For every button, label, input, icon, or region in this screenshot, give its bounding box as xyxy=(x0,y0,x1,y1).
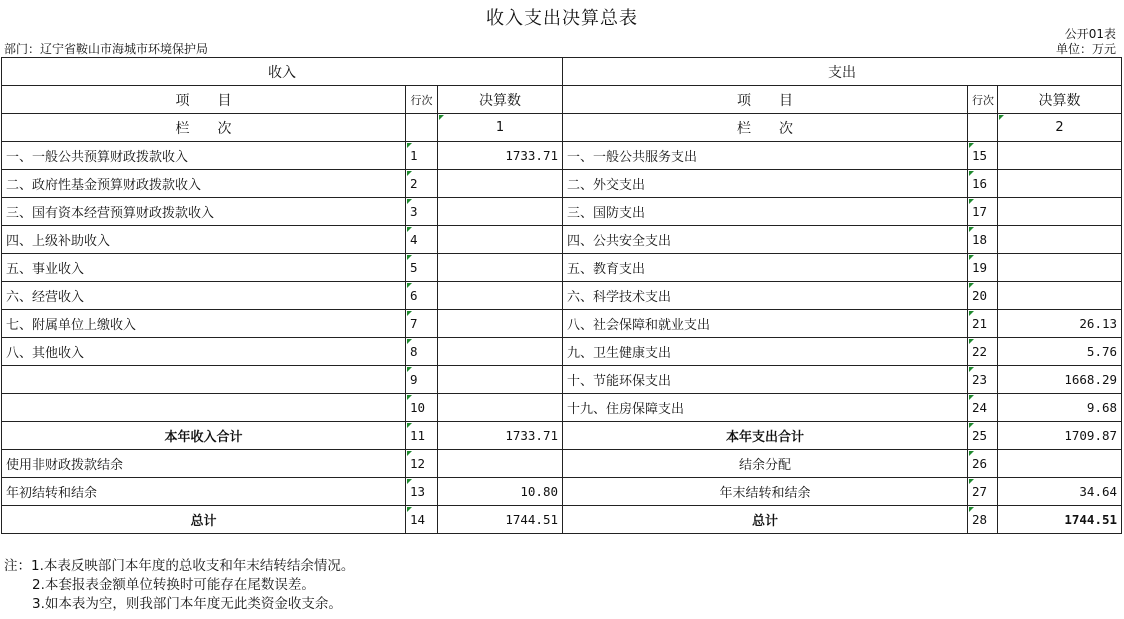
income-item-name: 一、一般公共预算财政拨款收入 xyxy=(2,142,406,170)
footnotes xyxy=(4,557,354,614)
table-row xyxy=(2,254,1122,282)
surplus-distribution-value xyxy=(998,450,1122,478)
income-expense-table xyxy=(1,57,1122,534)
income-row-no: 9 xyxy=(406,366,438,394)
income-row-no: 10 xyxy=(406,394,438,422)
table-row xyxy=(2,282,1122,310)
expense-value: 5.76 xyxy=(998,338,1122,366)
expense-row-no: 20 xyxy=(968,282,998,310)
expense-value xyxy=(998,254,1122,282)
income-row-no: 6 xyxy=(406,282,438,310)
income-item-name: 二、政府性基金预算财政拨款收入 xyxy=(2,170,406,198)
table-row xyxy=(2,310,1122,338)
expense-section-header: 支出 xyxy=(563,58,1122,86)
income-value xyxy=(438,170,563,198)
expense-total-value: 1709.87 xyxy=(998,422,1122,450)
expense-item-name: 六、科学技术支出 xyxy=(563,282,968,310)
non-fiscal-label: 使用非财政拨款结余 xyxy=(2,450,406,478)
column-header-row xyxy=(2,86,1122,114)
table-row xyxy=(2,170,1122,198)
non-fiscal-value xyxy=(438,450,563,478)
expense-row-no: 19 xyxy=(968,254,998,282)
grand-total-row xyxy=(2,506,1122,534)
unit-label: 单位：万元 xyxy=(1055,42,1116,56)
income-row-no: 3 xyxy=(406,198,438,226)
income-value xyxy=(438,226,563,254)
surplus-distribution-label: 结余分配 xyxy=(563,450,968,478)
income-item-header: 项 目 xyxy=(2,86,406,114)
begin-carry-no: 13 xyxy=(406,478,438,506)
expense-item-name: 十九、住房保障支出 xyxy=(563,394,968,422)
expense-column-label: 栏 次 xyxy=(563,114,968,142)
expense-row-no: 15 xyxy=(968,142,998,170)
income-column-index: 1 xyxy=(438,114,563,142)
expense-row-no: 22 xyxy=(968,338,998,366)
income-value xyxy=(438,198,563,226)
income-value xyxy=(438,282,563,310)
income-row-no: 2 xyxy=(406,170,438,198)
expense-row-no: 18 xyxy=(968,226,998,254)
form-code: 公开01表 xyxy=(1064,27,1116,41)
income-value xyxy=(438,394,563,422)
expense-total-label: 本年支出合计 xyxy=(563,422,968,450)
expense-row-no: 17 xyxy=(968,198,998,226)
expense-item-name: 五、教育支出 xyxy=(563,254,968,282)
income-total-no: 11 xyxy=(406,422,438,450)
expense-item-name: 二、外交支出 xyxy=(563,170,968,198)
table-row xyxy=(2,226,1122,254)
expense-value xyxy=(998,142,1122,170)
income-value: 1733.71 xyxy=(438,142,563,170)
income-item-name: 四、上级补助收入 xyxy=(2,226,406,254)
note-2: 2.本套报表金额单位转换时可能存在尾数误差。 xyxy=(32,577,315,593)
expense-rowno-header: 行次 xyxy=(968,86,998,114)
end-carry-no: 27 xyxy=(968,478,998,506)
income-rowno-blank xyxy=(406,114,438,142)
expense-value xyxy=(998,226,1122,254)
income-row-no: 7 xyxy=(406,310,438,338)
column-index-row xyxy=(2,114,1122,142)
expense-value: 1668.29 xyxy=(998,366,1122,394)
expense-item-name: 十、节能环保支出 xyxy=(563,366,968,394)
expense-total-no: 25 xyxy=(968,422,998,450)
table-row xyxy=(2,394,1122,422)
income-total-label: 本年收入合计 xyxy=(2,422,406,450)
grand-income-value: 1744.51 xyxy=(438,506,563,534)
expense-rowno-blank xyxy=(968,114,998,142)
begin-carry-label: 年初结转和结余 xyxy=(2,478,406,506)
expense-row-no: 21 xyxy=(968,310,998,338)
income-total-value: 1733.71 xyxy=(438,422,563,450)
income-item-name: 八、其他收入 xyxy=(2,338,406,366)
expense-column-index: 2 xyxy=(998,114,1122,142)
expense-row-no: 16 xyxy=(968,170,998,198)
table-row xyxy=(2,142,1122,170)
department-label: 部门：辽宁省鞍山市海城市环境保护局 xyxy=(4,42,209,56)
expense-item-name: 九、卫生健康支出 xyxy=(563,338,968,366)
income-item-name: 七、附属单位上缴收入 xyxy=(2,310,406,338)
income-amount-header: 决算数 xyxy=(438,86,563,114)
income-value xyxy=(438,366,563,394)
income-item-name: 五、事业收入 xyxy=(2,254,406,282)
surplus-distribution-no: 26 xyxy=(968,450,998,478)
income-value xyxy=(438,254,563,282)
income-value xyxy=(438,338,563,366)
income-value xyxy=(438,310,563,338)
income-row-no: 8 xyxy=(406,338,438,366)
grand-expense-label: 总计 xyxy=(563,506,968,534)
expense-item-name: 八、社会保障和就业支出 xyxy=(563,310,968,338)
expense-value xyxy=(998,170,1122,198)
expense-value: 26.13 xyxy=(998,310,1122,338)
year-total-row xyxy=(2,422,1122,450)
table-row xyxy=(2,198,1122,226)
grand-income-label: 总计 xyxy=(2,506,406,534)
grand-expense-no: 28 xyxy=(968,506,998,534)
expense-value xyxy=(998,198,1122,226)
grand-expense-value: 1744.51 xyxy=(998,506,1122,534)
table-row xyxy=(2,366,1122,394)
end-carry-label: 年末结转和结余 xyxy=(563,478,968,506)
income-item-name xyxy=(2,394,406,422)
expense-item-header: 项 目 xyxy=(563,86,968,114)
income-row-no: 5 xyxy=(406,254,438,282)
section-header-row xyxy=(2,58,1122,86)
end-carry-value: 34.64 xyxy=(998,478,1122,506)
expense-item-name: 四、公共安全支出 xyxy=(563,226,968,254)
expense-amount-header: 决算数 xyxy=(998,86,1122,114)
income-rowno-header: 行次 xyxy=(406,86,438,114)
income-row-no: 4 xyxy=(406,226,438,254)
expense-value: 9.68 xyxy=(998,394,1122,422)
income-item-name: 三、国有资本经营预算财政拨款收入 xyxy=(2,198,406,226)
income-item-name: 六、经营收入 xyxy=(2,282,406,310)
income-column-label: 栏 次 xyxy=(2,114,406,142)
table-row xyxy=(2,338,1122,366)
begin-carry-value: 10.80 xyxy=(438,478,563,506)
note-1: 注：1.本表反映部门本年度的总收支和年末结转结余情况。 xyxy=(4,558,355,574)
note-3: 3.如本表为空，则我部门本年度无此类资金收支余。 xyxy=(32,596,342,612)
expense-row-no: 23 xyxy=(968,366,998,394)
expense-value xyxy=(998,282,1122,310)
income-section-header: 收入 xyxy=(2,58,563,86)
expense-item-name: 三、国防支出 xyxy=(563,198,968,226)
expense-row-no: 24 xyxy=(968,394,998,422)
income-row-no: 1 xyxy=(406,142,438,170)
non-fiscal-no: 12 xyxy=(406,450,438,478)
expense-item-name: 一、一般公共服务支出 xyxy=(563,142,968,170)
grand-income-no: 14 xyxy=(406,506,438,534)
report-title: 收入支出决算总表 xyxy=(486,8,638,29)
income-item-name xyxy=(2,366,406,394)
carry-over-row xyxy=(2,478,1122,506)
non-fiscal-row xyxy=(2,450,1122,478)
